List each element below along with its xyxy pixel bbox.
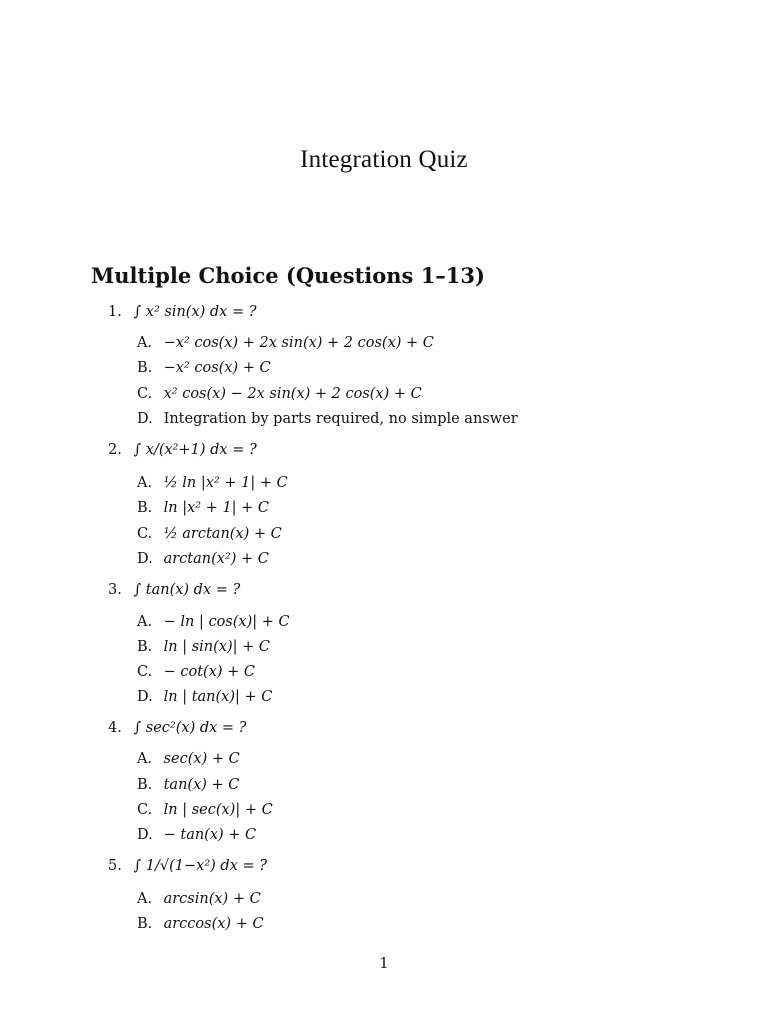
option-text: − cot(x) + C [163, 664, 255, 680]
option-1b [137, 360, 271, 376]
option-letter: B. [137, 639, 153, 655]
option-letter: A. [137, 891, 153, 907]
option-2b [137, 500, 269, 516]
option-4d [137, 827, 256, 843]
question-stem: ∫ x² sin(x) dx = ? [133, 304, 257, 320]
document-title: Integration Quiz [300, 146, 468, 173]
option-text: tan(x) + C [163, 777, 240, 793]
question-number: 3. [108, 582, 122, 598]
option-letter: A. [137, 751, 153, 767]
option-text: ln | sin(x)| + C [163, 639, 270, 655]
option-letter: B. [137, 500, 153, 516]
option-text: − tan(x) + C [163, 827, 257, 843]
page-number: 1 [379, 956, 389, 972]
option-text: ½ ln |x² + 1| + C [163, 475, 288, 491]
option-5a [137, 891, 261, 907]
question-number: 4. [108, 720, 122, 736]
option-1d [137, 411, 518, 427]
option-text: −x² cos(x) + 2x sin(x) + 2 cos(x) + C [163, 335, 434, 351]
option-1c [137, 386, 422, 402]
option-text: sec(x) + C [163, 751, 240, 767]
option-2d [137, 551, 269, 567]
option-letter: D. [137, 411, 153, 427]
option-text: x² cos(x) − 2x sin(x) + 2 cos(x) + C [163, 386, 422, 402]
option-5b [137, 916, 264, 932]
question-stem: ∫ sec²(x) dx = ? [133, 720, 247, 736]
option-4a [137, 751, 240, 767]
question-3 [108, 582, 240, 598]
option-letter: C. [137, 802, 153, 818]
option-text: ln |x² + 1| + C [163, 500, 270, 516]
option-2a [137, 475, 288, 491]
option-1a [137, 335, 434, 351]
option-text: Integration by parts required, no simple answer [163, 411, 518, 427]
option-letter: D. [137, 689, 153, 705]
question-number: 1. [108, 304, 122, 320]
question-5 [108, 858, 267, 874]
option-text: arcsin(x) + C [163, 891, 261, 907]
option-letter: C. [137, 386, 153, 402]
option-3c [137, 664, 255, 680]
option-text: − ln | cos(x)| + C [163, 614, 290, 630]
option-4c [137, 802, 273, 818]
question-number: 5. [108, 858, 122, 874]
option-letter: A. [137, 475, 153, 491]
option-letter: C. [137, 526, 153, 542]
option-text: arctan(x²) + C [163, 551, 269, 567]
option-2c [137, 526, 282, 542]
option-letter: D. [137, 551, 153, 567]
question-number: 2. [108, 442, 122, 458]
option-text: ½ arctan(x) + C [163, 526, 282, 542]
option-text: ln | sec(x)| + C [163, 802, 273, 818]
option-3b [137, 639, 270, 655]
option-3d [137, 689, 272, 705]
option-4b [137, 777, 239, 793]
option-letter: A. [137, 614, 153, 630]
question-4 [108, 720, 246, 736]
option-letter: D. [137, 827, 153, 843]
question-stem: ∫ 1/√(1−x²) dx = ? [133, 858, 268, 874]
option-letter: C. [137, 664, 153, 680]
question-2 [108, 442, 257, 458]
option-letter: B. [137, 777, 153, 793]
question-1 [108, 304, 257, 320]
option-letter: B. [137, 916, 153, 932]
option-text: ln | tan(x)| + C [163, 689, 273, 705]
question-stem: ∫ x/(x²+1) dx = ? [133, 442, 257, 458]
question-stem: ∫ tan(x) dx = ? [133, 582, 241, 598]
section-heading: Multiple Choice (Questions 1–13) [91, 263, 485, 288]
option-text: arccos(x) + C [163, 916, 264, 932]
option-letter: A. [137, 335, 153, 351]
option-3a [137, 614, 290, 630]
option-text: −x² cos(x) + C [163, 360, 271, 376]
option-letter: B. [137, 360, 153, 376]
